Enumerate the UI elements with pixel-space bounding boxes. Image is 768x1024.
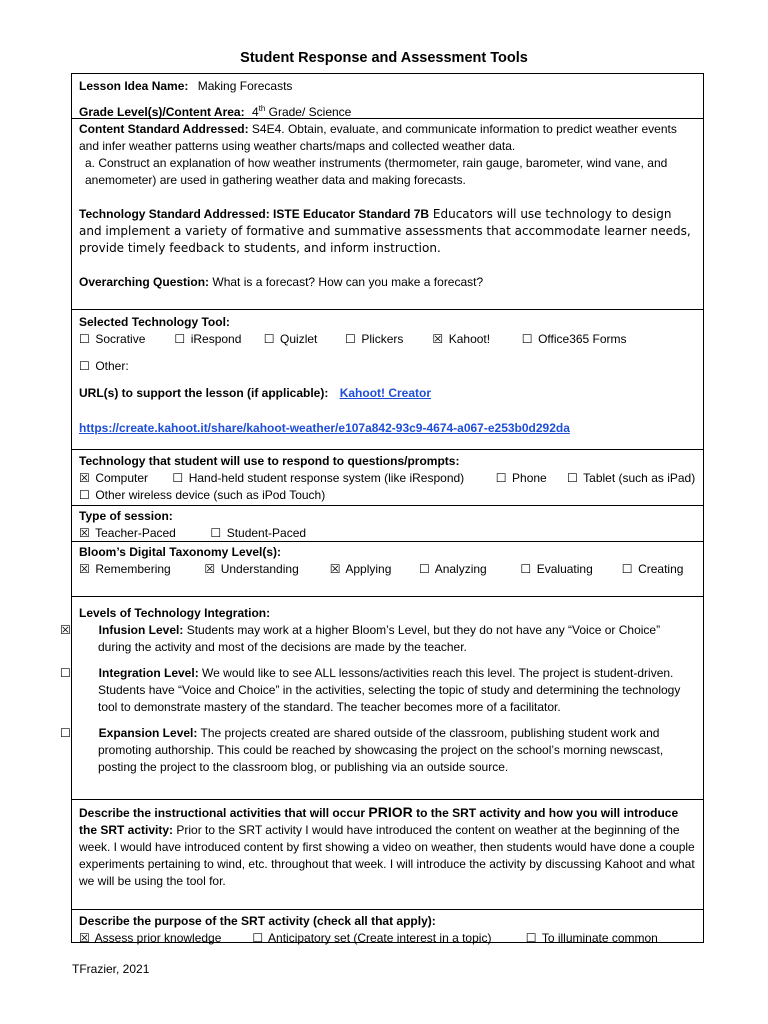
checkbox-icon: ☐ — [495, 471, 507, 485]
checkbox-icon: ☒ — [329, 562, 341, 576]
option-label: Other wireless device (such as iPod Touch) — [95, 488, 326, 502]
checkbox-icon: ☒ — [79, 471, 90, 485]
content-standard-text: S4E4. Obtain, evaluate, and communicate information to predict weather events and infer weather patterns using weather charts/maps and collected weather data. — [79, 122, 677, 153]
blooms-option-creating[interactable] — [622, 561, 684, 578]
blooms-option-applying[interactable] — [330, 561, 416, 578]
lesson-section — [72, 74, 703, 119]
option-label: Computer — [95, 471, 149, 485]
option-label: Socrative — [95, 332, 146, 346]
session-option-teacher-paced[interactable] — [79, 525, 207, 542]
student-tech-section — [72, 450, 703, 506]
blooms-label: Bloom’s Digital Taxonomy Level(s): — [79, 545, 282, 559]
grade-rest: Grade/ Science — [265, 105, 352, 119]
session-section — [72, 506, 703, 542]
lesson-idea-value: Making Forecasts — [197, 79, 293, 93]
option-label: Other: — [95, 359, 129, 373]
kahoot-url-link[interactable]: https://create.kahoot.it/share/kahoot-weather/e107a842-93c9-4674-a067-e253b0d292da — [79, 421, 570, 435]
purpose-options — [79, 930, 695, 947]
level-description: The projects created are shared outside of the classroom, publishing student work and promoting authorship. This could be reached by showcasing the project on the school’s morning newscast, posting the project to the classroom blog, or publishing via an outside source. — [98, 726, 664, 774]
blooms-option-analyzing[interactable] — [419, 561, 517, 578]
option-label: To illuminate common — [541, 931, 658, 945]
student-tech-label: Technology that student will use to respond to questions/prompts: — [79, 454, 460, 468]
student-tech-option-handheld[interactable] — [172, 470, 492, 487]
option-label: Understanding — [220, 562, 299, 576]
purpose-option-anticipatory-set[interactable] — [252, 930, 522, 947]
option-label: Applying — [345, 562, 392, 576]
page-title: Student Response and Assessment Tools — [240, 50, 528, 66]
integration-label: Levels of Technology Integration: — [79, 606, 271, 620]
option-label: Evaluating — [536, 562, 593, 576]
tech-standard-label: Technology Standard Addressed: — [79, 207, 270, 221]
grade-number: 4 — [251, 105, 259, 119]
prior-text: Prior to the SRT activity I would have introduced the content on weather at the beginning of the week. I would have introduced content by first showing a video on weather, then students would have done a couple experiments pertaining to wind, etc. throughout that week. I will introduce the activity by discussing Kahoot and what we will be using the tool for. — [79, 823, 695, 888]
checkbox-icon: ☐ — [79, 332, 90, 346]
option-label: Assess prior knowledge — [94, 931, 222, 945]
lesson-idea-label: Lesson Idea Name: — [79, 79, 189, 93]
option-label: Anticipatory set (Create interest in a topic) — [268, 931, 492, 945]
option-label: Remembering — [95, 562, 171, 576]
tool-label: Selected Technology Tool: — [79, 315, 230, 329]
checkbox-icon: ☐ — [525, 931, 537, 945]
checkbox-icon: ☒ — [79, 562, 90, 576]
student-tech-option-computer[interactable] — [79, 470, 169, 487]
checkbox-icon: ☐ — [419, 562, 430, 576]
overarching-question-text: What is a forecast? How can you make a forecast? — [212, 275, 484, 289]
blooms-option-evaluating[interactable] — [520, 561, 618, 578]
checkbox-icon: ☐ — [79, 488, 90, 502]
checkbox-icon: ☒ — [79, 526, 90, 540]
level-description: We would like to see ALL lessons/activities reach this level. The project is student-driven. Students have “Voice and Choice” in the activities, selecting the topic of study and determining the technology tool to demonstrate mastery of the standard. The teacher becomes more of a facilitator. — [98, 666, 681, 714]
option-label: Tablet (such as iPad) — [583, 471, 696, 485]
level-title: Expansion Level: — [98, 726, 198, 740]
tool-section — [72, 310, 703, 450]
content-standard-label: Content Standard Addressed: — [79, 122, 249, 136]
checkbox-icon: ☐ — [621, 562, 633, 576]
purpose-section — [72, 910, 703, 944]
grade-suffix: th — [258, 104, 266, 113]
level-title: Integration Level: — [98, 666, 199, 680]
prior-label-a: Describe the instructional activities that will occur — [79, 806, 369, 820]
srt-form — [60, 73, 704, 945]
checkbox-icon: ☐ — [252, 931, 264, 945]
option-label: Plickers — [361, 332, 404, 346]
tool-option-kahoot[interactable] — [432, 331, 518, 348]
option-label: Hand-held student response system (like iRespond) — [188, 471, 465, 485]
session-options — [79, 525, 695, 542]
tool-option-office365-forms[interactable] — [522, 331, 627, 348]
checkbox-icon: ☒ — [60, 623, 71, 637]
prior-section — [72, 800, 703, 910]
purpose-option-illuminate[interactable] — [526, 930, 658, 947]
student-tech-option-other[interactable] — [79, 487, 695, 504]
checkbox-icon: ☒ — [79, 931, 90, 945]
prior-label-b: to the SRT activity and how you will introduce the SRT activity: — [79, 806, 679, 837]
option-label: Quizlet — [280, 332, 318, 346]
session-option-student-paced[interactable] — [210, 525, 306, 542]
student-tech-option-tablet[interactable] — [567, 470, 695, 487]
option-label: iRespond — [190, 332, 242, 346]
option-label: Kahoot! — [448, 332, 491, 346]
checkbox-icon: ☐ — [60, 726, 71, 740]
blooms-section — [72, 542, 703, 597]
session-label: Type of session: — [79, 509, 173, 523]
overarching-question-label: Overarching Question: — [79, 275, 210, 289]
blooms-option-remembering[interactable] — [79, 561, 201, 578]
prior-keyword: PRIOR — [368, 804, 413, 820]
tech-standard-text: Educators will use technology to design and implement a variety of formative and summative assessments that accommodate learner needs, provide timely feedback to students, and inform instruction. — [79, 207, 691, 255]
integration-section — [60, 597, 703, 800]
checkbox-icon: ☐ — [79, 359, 90, 373]
option-label: Teacher-Paced — [95, 526, 176, 540]
grade-label: Grade Level(s)/Content Area: — [79, 105, 245, 119]
kahoot-creator-link[interactable]: Kahoot! Creator — [339, 386, 432, 400]
checkbox-icon: ☐ — [567, 471, 578, 485]
checkbox-icon: ☐ — [345, 332, 356, 346]
level-description: Students may work at a higher Bloom’s Level, but they do not have any “Voice or Choice” during the activity and most of the decisions are made by the teacher. — [98, 623, 661, 654]
tech-standard-id: ISTE Educator Standard 7B — [273, 207, 430, 221]
integration-expansion[interactable] — [60, 725, 695, 776]
tool-option-socrative[interactable] — [79, 331, 171, 348]
option-label: Phone — [512, 471, 547, 485]
checkbox-icon: ☐ — [263, 332, 275, 346]
student-tech-option-phone[interactable] — [496, 470, 564, 487]
integration-infusion[interactable] — [60, 622, 695, 656]
checkbox-icon: ☒ — [432, 332, 444, 346]
checkbox-icon: ☐ — [172, 471, 184, 485]
integration-integration[interactable] — [60, 665, 695, 716]
blooms-option-understanding[interactable] — [204, 561, 326, 578]
footer-credit: TFrazier, 2021 — [72, 962, 150, 976]
option-label: Office365 Forms — [538, 332, 627, 346]
level-title: Infusion Level: — [98, 623, 184, 637]
standards-section — [72, 119, 703, 310]
student-tech-options — [79, 470, 695, 487]
tool-option-plickers[interactable] — [345, 331, 429, 348]
tool-option-irespond[interactable] — [174, 331, 260, 348]
tool-option-quizlet[interactable] — [264, 331, 342, 348]
purpose-option-prior-knowledge[interactable] — [79, 930, 249, 947]
blooms-options — [79, 561, 695, 578]
option-label: Student-Paced — [226, 526, 307, 540]
checkbox-icon: ☐ — [520, 562, 532, 576]
url-label: URL(s) to support the lesson (if applicable): — [79, 386, 329, 400]
grade-value — [252, 105, 351, 119]
purpose-label: Describe the purpose of the SRT activity (check all that apply): — [79, 914, 436, 928]
checkbox-icon: ☐ — [60, 666, 71, 680]
content-standard-a: a. Construct an explanation of how weather instruments (thermometer, rain gauge, barometer, wind vane, and anemometer) are used in gathering weather data and making forecasts. — [85, 156, 668, 187]
checkbox-icon: ☐ — [210, 526, 222, 540]
tool-option-other[interactable] — [79, 358, 695, 375]
checkbox-icon: ☐ — [174, 332, 186, 346]
tool-options — [79, 331, 695, 348]
checkbox-icon: ☒ — [204, 562, 216, 576]
checkbox-icon: ☐ — [521, 332, 533, 346]
option-label: Creating — [638, 562, 684, 576]
option-label: Analyzing — [434, 562, 487, 576]
